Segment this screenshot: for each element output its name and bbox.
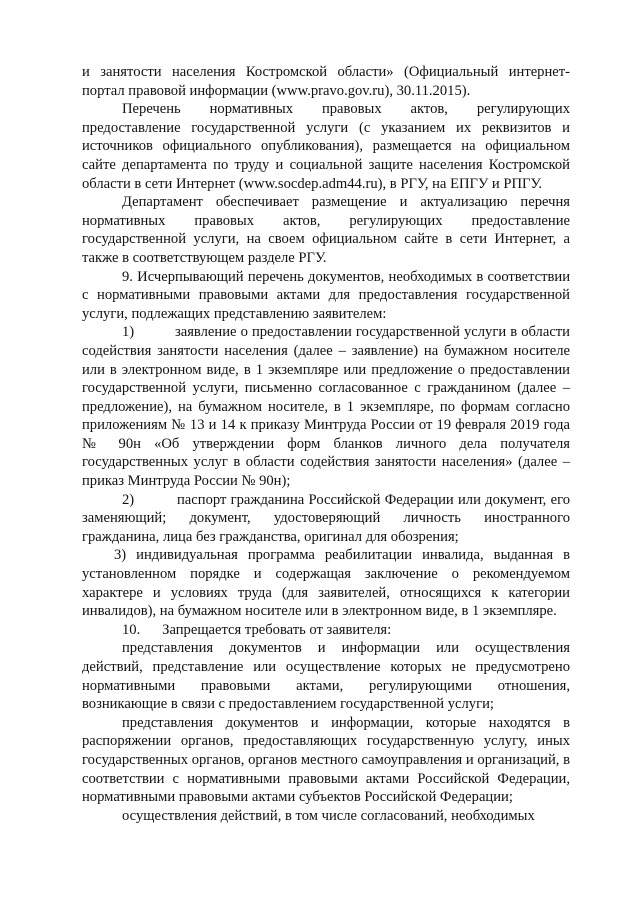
paragraph-prohibition-3: осуществления действий, в том числе согласований, необходимых	[122, 807, 535, 824]
paragraph-document-1: 1) заявление о предоставлении государственной услуги в области содействия занятости населения (далее – заявление) на бумажном носителе или в электронном виде, в 1 экземпляре или предложение о предоставлении государственной услуги, письменно согласованное с гражданином (далее – предложение), на бумажном носителе, в 1 экземпляре, по формам согласно приложениям № 13 и 14 к приказу Минтруда России от 19 февраля 2019 года № 90н «Об утверждении форм бланков личного дела получателя государственных услуг в области содействия занятости населения» (далее – приказ Минтруда России № 90н);	[82, 324, 570, 490]
paragraph-document-3: 3) индивидуальная программа реабилитации инвалида, выданная в установленном порядке и содержащая заключение о рекомендуемом характере и условиях труда (для заявителей, относящихся к категории инвалидов), на бумажном носителе или в электронном виде, в 1 экземпляре.	[82, 547, 570, 620]
paragraph-prohibition-2: представления документов и информации, которые находятся в распоряжении органов, предоставляющих государственную услугу, иных государственных органов, органов местного самоуправления и организаций, в соответствии с нормативными правовыми актами Российской Федерации, нормативными правовыми актами субъектов Российской Федерации;	[82, 714, 570, 806]
paragraph-prohibition-1: представления документов и информации или осуществления действий, представление или осуществление которых не предусмотрено нормативными правовыми актами, регулирующими отношения, возникающие в связи с предоставлением государственной услуги;	[82, 640, 570, 713]
paragraph-document-2: 2) паспорт гражданина Российской Федерации или документ, его заменяющий; документ, удостоверяющий личность иностранного гражданина, лица без гражданства, оригинал для обозрения;	[82, 491, 570, 545]
paragraph-item-9: 9. Исчерпывающий перечень документов, необходимых в соответствии с нормативными правовыми актами для предоставления государственной услуги, подлежащих представлению заявителем:	[82, 268, 570, 322]
paragraph-item-10: 10. Запрещается требовать от заявителя:	[122, 621, 392, 638]
paragraph-legal-acts-list-placement: Перечень нормативных правовых актов, регулирующих предоставление государственной услуги (с указанием их реквизитов и источников официального опубликования), размещается на официальном сайте департамента по труду и социальной защите населения Костромской области в сети Интернет (www.socdep.adm44.ru), в РГУ, на ЕПГУ и РПГУ.	[82, 101, 570, 192]
document-page	[82, 63, 570, 825]
paragraph-source-continuation: и занятости населения Костромской области» (Официальный интернет-портал правовой информации (www.pravo.gov.ru), 30.11.2015).	[82, 64, 570, 99]
paragraph-department-duty: Департамент обеспечивает размещение и актуализацию перечня нормативных правовых актов, регулирующих предоставление государственной услуги, на своем официальном сайте в сети Интернет, а также в соответствующем разделе РГУ.	[82, 194, 570, 266]
